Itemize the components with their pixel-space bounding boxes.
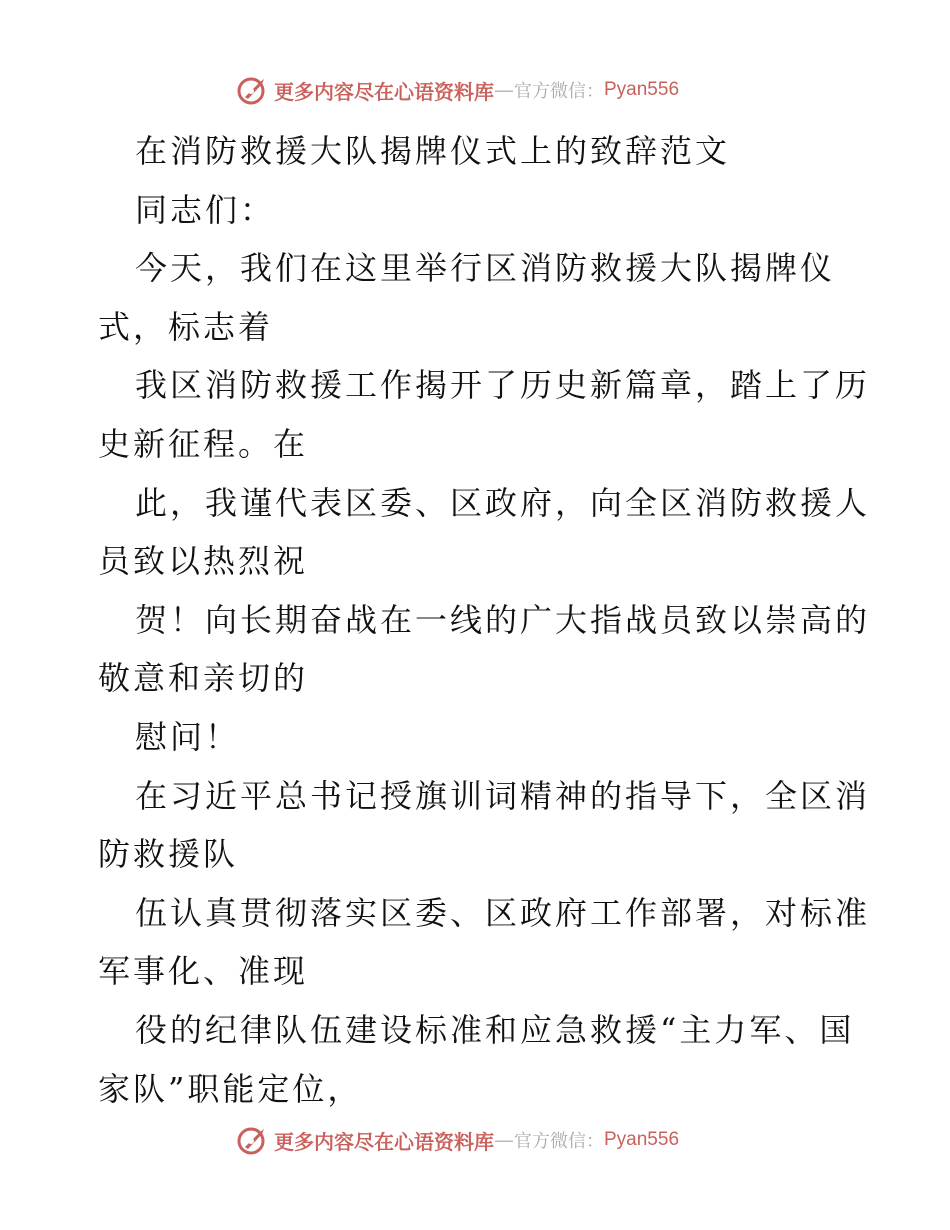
text-line: 役的纪律队伍建设标准和应急救援“主力军、国 bbox=[135, 1010, 855, 1049]
text-line: 在消防救援大队揭牌仪式上的致辞范文 bbox=[135, 132, 731, 170]
text-line: 敬意和亲切的 bbox=[98, 659, 309, 698]
header-watermark bbox=[236, 72, 679, 108]
text-line: 今天，我们在这里举行区消防救援大队揭牌仪 bbox=[135, 249, 836, 288]
text-line: 同志们： bbox=[135, 190, 276, 229]
text-line: 式，标志着 bbox=[98, 307, 274, 346]
text-line: 家队”职能定位， bbox=[98, 1069, 363, 1108]
pen-logo-icon bbox=[236, 1123, 270, 1157]
watermark-sub-text: 官方微信： bbox=[514, 1131, 604, 1152]
text-line: 伍认真贯彻落实区委、区政府工作部署，对标准 bbox=[135, 893, 871, 932]
text-line: 在习近平总书记授旗训词精神的指导下，全区消 bbox=[135, 776, 871, 815]
document-body bbox=[98, 122, 871, 1118]
text-line: 防救援队 bbox=[98, 835, 239, 874]
watermark-dash: — bbox=[494, 1128, 514, 1152]
footer-watermark bbox=[236, 1122, 679, 1158]
watermark-id: Pyan556 bbox=[604, 79, 680, 100]
pen-logo-icon bbox=[236, 73, 270, 107]
watermark-main-text: 更多内容尽在心语资料库 bbox=[274, 1129, 494, 1154]
text-line: 史新征程。在 bbox=[98, 424, 309, 463]
text-line: 军事化、准现 bbox=[98, 952, 309, 991]
text-line: 此，我谨代表区委、区政府，向全区消防救援人 bbox=[135, 483, 871, 522]
watermark-sub-text: 官方微信： bbox=[514, 81, 604, 102]
watermark-main-text: 更多内容尽在心语资料库 bbox=[274, 79, 494, 104]
watermark-id: Pyan556 bbox=[604, 1129, 680, 1150]
watermark-dash: — bbox=[494, 78, 514, 102]
text-line: 慰问！ bbox=[135, 717, 241, 756]
text-line: 员致以热烈祝 bbox=[98, 542, 309, 581]
text-line: 贺！向长期奋战在一线的广大指战员致以崇高的 bbox=[135, 600, 871, 639]
text-line: 我区消防救援工作揭开了历史新篇章，踏上了历 bbox=[135, 366, 871, 405]
